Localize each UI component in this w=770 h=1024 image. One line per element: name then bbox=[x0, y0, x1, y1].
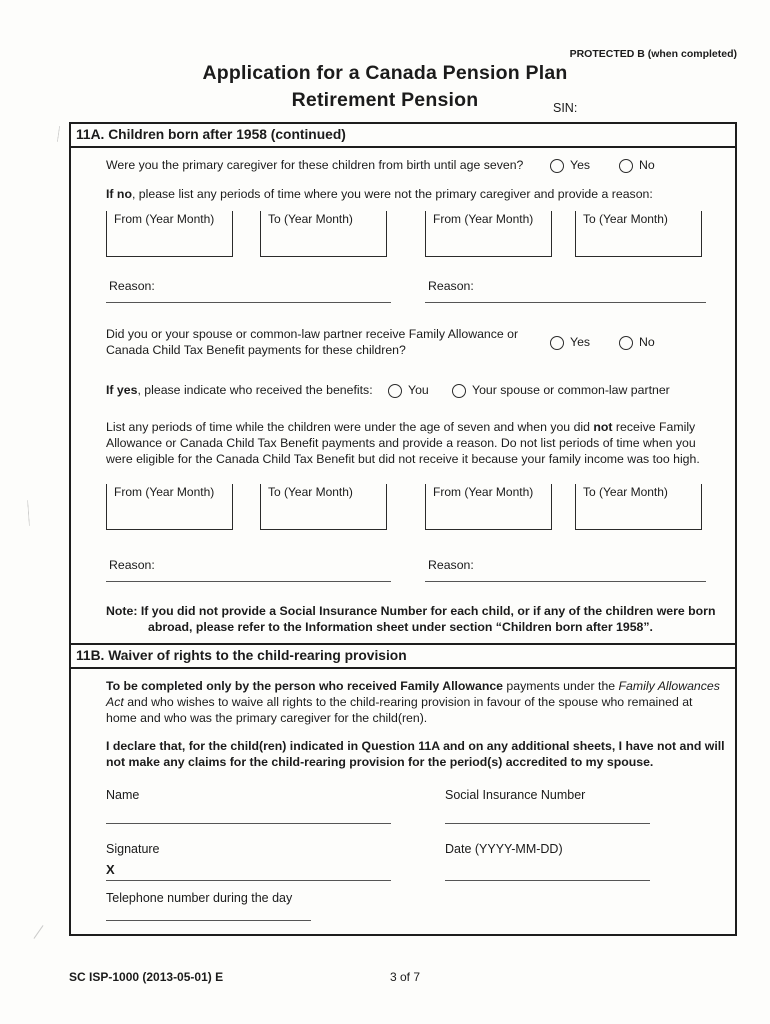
name-sin-lines bbox=[106, 823, 725, 825]
radio-benefits-no[interactable] bbox=[619, 336, 633, 350]
reason-label: Reason: bbox=[109, 278, 155, 293]
section-11a-header: 11A. Children born after 1958 (continued) bbox=[71, 124, 735, 148]
recipient-you-label: You bbox=[408, 382, 429, 397]
social-insurance-number-label: Social Insurance Number bbox=[445, 787, 586, 802]
caregiver-to-date-1[interactable] bbox=[260, 211, 387, 257]
reason-label: Reason: bbox=[109, 557, 155, 572]
from-date-label: From (Year Month) bbox=[433, 484, 534, 499]
benefits-reason-field-2[interactable] bbox=[425, 558, 706, 582]
reason-label: Reason: bbox=[428, 278, 474, 293]
date-input-line[interactable] bbox=[445, 880, 650, 881]
phone-label-row bbox=[106, 890, 725, 906]
caregiver-reason-field-1[interactable] bbox=[106, 279, 391, 303]
scan-artifact bbox=[34, 925, 44, 939]
from-date-label: From (Year Month) bbox=[114, 484, 215, 499]
caregiver-no-option bbox=[619, 158, 655, 174]
benefits-to-date-2[interactable] bbox=[575, 484, 702, 530]
waiver-declaration: I declare that, for the child(ren) indicated in Question 11A and on any additional sheets, I have not and will not make any claims for the child-rearing provision for the period(s) accredited to my spouse. bbox=[106, 738, 725, 769]
caregiver-from-date-1[interactable] bbox=[106, 211, 233, 257]
caregiver-reason-field-2[interactable] bbox=[425, 279, 706, 303]
periods-not: not bbox=[593, 419, 613, 434]
from-date-label: From (Year Month) bbox=[433, 211, 534, 226]
question-primary-caregiver-row bbox=[106, 158, 725, 175]
benefits-to-date-1[interactable] bbox=[260, 484, 387, 530]
page-indicator: 3 of 7 bbox=[390, 970, 421, 984]
date-label: Date (YYYY-MM-DD) bbox=[445, 841, 563, 856]
reason-label: Reason: bbox=[428, 557, 474, 572]
if-yes-row bbox=[106, 383, 725, 400]
form-number: SC ISP-1000 (2013-05-01) E bbox=[69, 970, 224, 984]
radio-caregiver-no[interactable] bbox=[619, 159, 633, 173]
telephone-input-line[interactable] bbox=[106, 920, 311, 921]
benefits-no-option bbox=[619, 335, 655, 351]
signature-x-mark: X bbox=[106, 861, 115, 877]
note-lead: Note: bbox=[106, 603, 138, 618]
caregiver-yes-label: Yes bbox=[570, 158, 591, 172]
sin-label: SIN: bbox=[553, 101, 578, 115]
waiver-intro-bold: To be completed only by the person who received Family Allowance bbox=[106, 678, 504, 693]
radio-benefits-yes[interactable] bbox=[550, 336, 564, 350]
from-date-label: From (Year Month) bbox=[114, 211, 215, 226]
periods-text-1: List any periods of time while the children were under the age of seven and when you did bbox=[106, 419, 594, 434]
name-sin-labels bbox=[106, 787, 725, 803]
if-yes-lead: If yes bbox=[106, 382, 138, 397]
caregiver-reason-row bbox=[106, 279, 725, 303]
form-title-line1: Application for a Canada Pension Plan bbox=[202, 62, 568, 84]
waiver-intro-mid: payments under the bbox=[503, 678, 619, 693]
benefits-from-date-2[interactable] bbox=[425, 484, 552, 530]
recipient-spouse-label: Your spouse or common-law partner bbox=[472, 382, 670, 397]
waiver-intro-rest: and who wishes to waive all rights to the child-rearing provision in favour of the spouse who remained at home and who was the primary caregiver for the child(ren). bbox=[106, 694, 693, 725]
phone-line-row bbox=[106, 920, 725, 922]
periods-text-2: receive Family Allowance or Canada Child Tax Benefit payments and provide a reason. Do not list periods of time when you were eligible for the Canada Child Tax Benefit but did not receive it because your family income was too high. bbox=[106, 419, 700, 466]
telephone-label: Telephone number during the day bbox=[106, 890, 293, 905]
section-11b-header: 11B. Waiver of rights to the child-rearing provision bbox=[71, 643, 735, 669]
waiver-intro bbox=[106, 679, 725, 727]
section-11a-body bbox=[71, 158, 735, 636]
benefits-reason-row bbox=[106, 558, 725, 582]
to-date-label: To (Year Month) bbox=[583, 211, 668, 226]
question-primary-caregiver: Were you the primary caregiver for these children from birth until age seven? bbox=[106, 158, 524, 172]
protected-marking: PROTECTED B (when completed) bbox=[569, 48, 737, 60]
to-date-label: To (Year Month) bbox=[268, 211, 353, 226]
radio-caregiver-yes[interactable] bbox=[550, 159, 564, 173]
benefits-no-label: No bbox=[639, 334, 655, 349]
sin-note bbox=[106, 604, 725, 636]
benefits-period-row bbox=[106, 484, 725, 530]
radio-recipient-you[interactable] bbox=[388, 384, 402, 398]
to-date-label: To (Year Month) bbox=[583, 484, 668, 499]
sin-input-line[interactable] bbox=[445, 823, 650, 824]
scan-artifact bbox=[57, 126, 60, 142]
note-text: If you did not provide a Social Insurance Number for each child, or if any of the children were born abroad, please refer to the Information sheet under section “Children born after 1958”. bbox=[140, 603, 716, 634]
periods-instruction bbox=[106, 420, 725, 468]
name-input-line[interactable] bbox=[106, 823, 391, 824]
caregiver-yes-option bbox=[550, 158, 590, 174]
if-no-instruction bbox=[106, 187, 725, 203]
recipient-spouse-option bbox=[452, 383, 670, 399]
section-11b-body bbox=[71, 679, 735, 922]
if-no-rest: , please list any periods of time where you were not the primary caregiver and provide a reason: bbox=[131, 187, 653, 201]
radio-recipient-spouse[interactable] bbox=[452, 384, 466, 398]
benefits-yes-label: Yes bbox=[570, 334, 591, 349]
question-benefits-row bbox=[106, 327, 725, 359]
if-yes-rest: , please indicate who received the benefits: bbox=[137, 382, 373, 397]
signature-date-lines bbox=[106, 880, 725, 882]
caregiver-period-row bbox=[106, 211, 725, 257]
form-main-box bbox=[69, 122, 737, 936]
form-title-line2: Retirement Pension bbox=[291, 89, 479, 111]
signature-label: Signature bbox=[106, 841, 160, 856]
signature-input-line[interactable] bbox=[106, 880, 391, 881]
scan-artifact bbox=[27, 500, 30, 526]
benefits-yes-option bbox=[550, 335, 590, 351]
caregiver-no-label: No bbox=[639, 158, 655, 172]
waiver-intro-act: Family Allowances Act bbox=[106, 678, 720, 709]
benefits-reason-field-1[interactable] bbox=[106, 558, 391, 582]
name-label: Name bbox=[106, 787, 140, 802]
signature-date-labels bbox=[106, 841, 725, 857]
caregiver-to-date-2[interactable] bbox=[575, 211, 702, 257]
if-no-lead: If no bbox=[106, 187, 132, 201]
recipient-you-option bbox=[388, 383, 429, 399]
question-benefits: Did you or your spouse or common-law partner receive Family Allowance or Canada Child Tax Benefit payments for these children? bbox=[106, 326, 519, 357]
to-date-label: To (Year Month) bbox=[268, 484, 353, 499]
caregiver-from-date-2[interactable] bbox=[425, 211, 552, 257]
benefits-from-date-1[interactable] bbox=[106, 484, 233, 530]
